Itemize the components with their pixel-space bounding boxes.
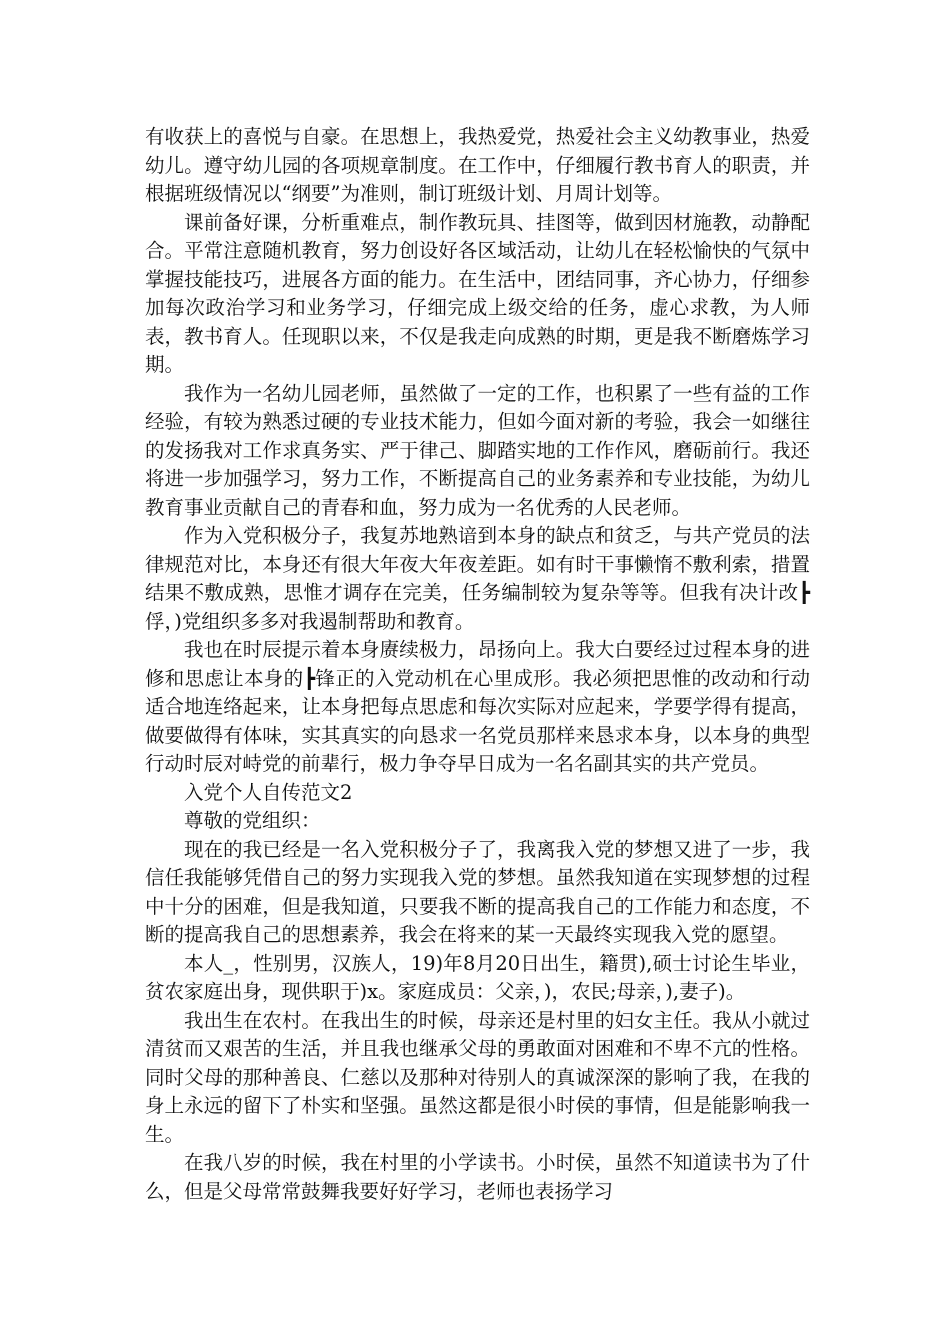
paragraph-7: 本人_，性别男，汉族人，19)年8月20日出生，籍贯),硕士讨论生毕业，贫农家庭出身，现供职于)x。家庭成员：父亲，)，农民;母亲，),妻子)。 bbox=[145, 951, 810, 1003]
paragraph-4: 作为入党积极分子，我复苏地熟谙到本身的缺点和贫乏，与共产党员的法律规范对比，本身还有很大年夜大年夜差距。如有时干事懒惰不敷利索，措置结果不敷成熟，思惟才调存在完美，任务编制较为复杂等等。但我有决计改┣俘，)党组织多多对我遏制帮助和教育。 bbox=[145, 524, 810, 633]
section-title: 入党个人自传范文2 bbox=[184, 780, 353, 804]
paragraph-2: 课前备好课，分析重难点，制作教玩具、挂图等，做到因材施教，动静配合。平常注意随机教育，努力创设好各区域活动，让幼儿在轻松愉快的气氛中掌握技能技巧，进展各方面的能力。在生活中，团结同事，齐心协力，仔细参加每次政治学习和业务学习，仔细完成上级交给的任务，虚心求教，为人师表，教书育人。任现职以来，不仅是我走向成熟的时期，更是我不断磨炼学习期。 bbox=[145, 210, 810, 376]
paragraph-6: 现在的我已经是一名入党积极分子了，我离我入党的梦想又进了一步，我信任我能够凭借自己的努力实现我入党的梦想。虽然我知道在实现梦想的过程中十分的困难，但是我知道，只要我不断的提高我自己的工作能力和态度，不断的提高我自己的思想素养，我会在将来的某一天最终实现我入党的愿望。 bbox=[145, 837, 810, 946]
paragraph-5: 我也在时辰提示着本身赓续极力，昂扬向上。我大白要经过过程本身的进修和思虑让本身的┣锋正的入党动机在心里成形。我必须把思惟的改动和行动适合地连络起来，让本身把每点思虑和每次实际对应起来，学要学得有提高，做要做得有体味，实其真实的向恳求一名党员那样来恳求本身，以本身的典型行动时辰对峙党的前辈行，极力争夺早日成为一名名副其实的共产党员。 bbox=[145, 638, 810, 775]
document-body bbox=[145, 123, 810, 1206]
paragraph-3: 我作为一名幼儿园老师，虽然做了一定的工作，也积累了一些有益的工作经验，有较为熟悉过硬的专业技术能力，但如今面对新的考验，我会一如继往的发扬我对工作求真务实、严于律己、脚踏实地的工作作风，磨砺前行。我还将进一步加强学习，努力工作，不断提高自己的业务素养和专业技能，为幼儿教育事业贡献自己的青春和血，努力成为一名优秀的人民老师。 bbox=[145, 381, 810, 519]
paragraph-8: 我出生在农村。在我出生的时候，母亲还是村里的妇女主任。我从小就过清贫而又艰苦的生活，并且我也继承父母的勇敢面对困难和不卑不亢的性格。同时父母的那种善良、仁慈以及那种对待别人的真诚深深的影响了我，在我的身上永远的留下了朴实和坚强。虽然这都是很小时侯的事情，但是能影响我一生。 bbox=[145, 1008, 810, 1146]
paragraph-1: 有收获上的喜悦与自豪。在思想上，我热爱党，热爱社会主义幼教事业，热爱幼儿。遵守幼儿园的各项规章制度。在工作中，仔细履行教书育人的职责，并根据班级情况以“纲要”为准则，制订班级计划、月周计划等。 bbox=[145, 125, 810, 205]
salutation: 尊敬的党组织： bbox=[184, 809, 321, 832]
paragraph-9: 在我八岁的时候，我在村里的小学读书。小时侯，虽然不知道读书为了什么，但是父母常常鼓舞我要好好学习，老师也表扬学习 bbox=[145, 1151, 810, 1203]
